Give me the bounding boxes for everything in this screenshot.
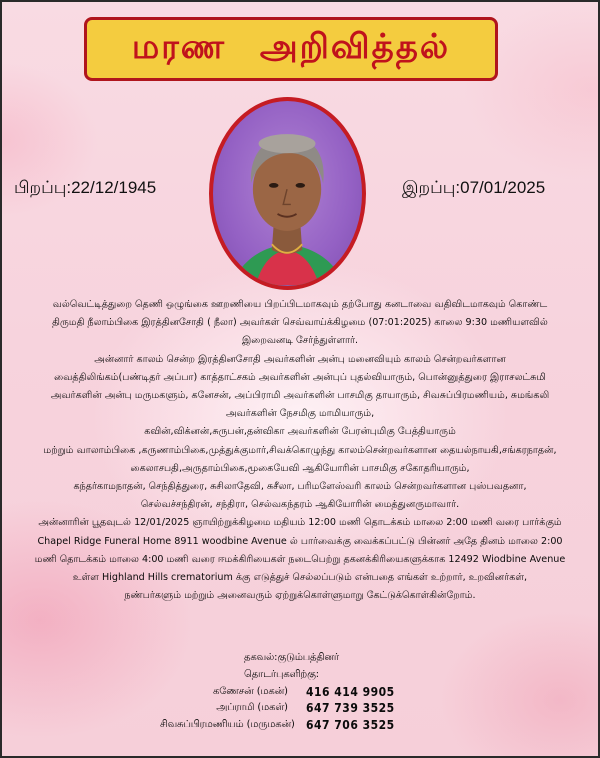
portrait-illustration (213, 101, 362, 286)
body-line: இறைவனடி சேர்ந்துள்ளார். (241, 335, 359, 347)
body-line: வைத்திலிங்கம்(பண்டிதர் அப்பா) காத்தாட்சகம் அவர்களின் அன்புப் புதல்வியாரும், பொன்னுத்துரை இராசலட்சுமி (54, 371, 546, 383)
contact-phone[interactable]: 647 706 3525 (306, 718, 395, 733)
body-line: மற்றும் வாலாம்பிகை ,கருணாம்பிகை,முத்துக்குமார்,சிவக்கொழுந்து காலம்சென்றவர்களான தையல்நாயகி,சங்கரநாதன், (43, 444, 557, 456)
body-line: கந்தர்காமநாதன், செந்தித்துரை, சுசிலாதேவி, சுசீலா, பரிமளேஸ்வரி காலம் சென்றவர்களான புஸ்பவதனா, (73, 481, 527, 493)
birth-date: பிறப்பு:22/12/1945 (14, 178, 157, 197)
body-line: அன்னாரின் பூதவுடல் 12/01/2025 ஞாயிற்றுக்கிழமை மதியம் 12:00 மணி தொடக்கம் மாலை 2:00 மணி வரை பார்க்கும் (38, 517, 562, 529)
body-line: Chapel Ridge Funeral Home 8911 woodbine Avenue ல் பார்வைக்கு வைக்கப்பட்டு பின்னர் அதே தினம் மாலை 2:00 (37, 535, 563, 547)
contact-section (160, 650, 460, 734)
page-title: மரண அறிவித்தல் (131, 27, 451, 67)
body-line: அவர்களின் நேசமிகு மாமியாரும், (225, 408, 375, 420)
body-line: திருமதி நீலாம்பிகை இரத்தினசோதி ( நீலா) அவர்கள் செவ்வாய்க்கிழமை (07:01:2025) காலை 9:30 மணியளவில் (52, 317, 548, 329)
portrait-photo (209, 97, 366, 290)
body-line: கைலாசபதி,அருதாம்பிகை,மூகையேவி ஆகியோரின் பாசமிகு சகோதரியாரும், (130, 462, 470, 474)
contact-row (160, 700, 460, 717)
body-line: கவின்,விக்னன்,சுருபன்,தன்விகா அவர்களின் பேரன்புமிகு பேத்தியாரும் (144, 426, 456, 438)
contact-name: அப்ராமி (மகள்) (216, 702, 288, 714)
body-line: செல்வச்சந்திரன், சந்திரா, செல்வகந்தரம் ஆகியோரின் மைத்துனருமாவார். (140, 499, 460, 511)
title-banner (84, 17, 498, 81)
body-line: அவர்களின் அன்பு மருமகளும், கனேசன், அப்பிராமி அவர்களின் பாசமிகு தாயாரும், சிவசுப்பிரமணியம், சுமங்கலி (50, 390, 550, 402)
body-line: வல்வெட்டித்துறை தெணி ஒழுங்கை ஊறணியை பிறப்பிடமாகவும் தற்போது கனடாவை வதிவிடமாகவும் கொண்ட (52, 299, 548, 310)
body-line: அன்னார் காலம் சென்ற இரத்தினசோதி அவர்களின் அன்பு மனைவியும் காலம் சென்றவர்களான (94, 353, 506, 365)
contact-header: தொடர்புகளிற்கு: (244, 668, 320, 680)
contact-phone[interactable]: 416 414 9905 (306, 684, 395, 699)
contact-row (160, 684, 460, 701)
contact-name: சிவசுப்பிரமணியம் (மருமகன்) (160, 719, 295, 731)
body-line: மணி தொடக்கம் மாலை 4:00 மணி வரை ஈமக்கிரியைகள் நடைபெற்று தகனக்கிரியைகளுக்காக 12492 Wiodbine Avenue (34, 553, 566, 565)
body-line: உள்ள Highland Hills crematorium க்கு எடுத்துச் செல்லப்படும் என்பதை எங்கள் உற்றார், உறவினர்கள், (72, 572, 528, 584)
death-date: இறப்பு:07/01/2025 (402, 178, 546, 197)
contact-phone[interactable]: 647 739 3525 (306, 701, 395, 716)
info-source: தகவல்:குடும்பத்தினர் (244, 652, 340, 663)
contact-row (160, 717, 460, 734)
announcement-body (14, 296, 586, 605)
body-line: நண்பர்களும் மற்றும் அனைவரும் ஏற்றுக்கொள்ளுமாறு கேட்டுக்கொள்கின்றோம். (124, 590, 476, 602)
contact-name: கணேசன் (மகன்) (212, 685, 288, 697)
